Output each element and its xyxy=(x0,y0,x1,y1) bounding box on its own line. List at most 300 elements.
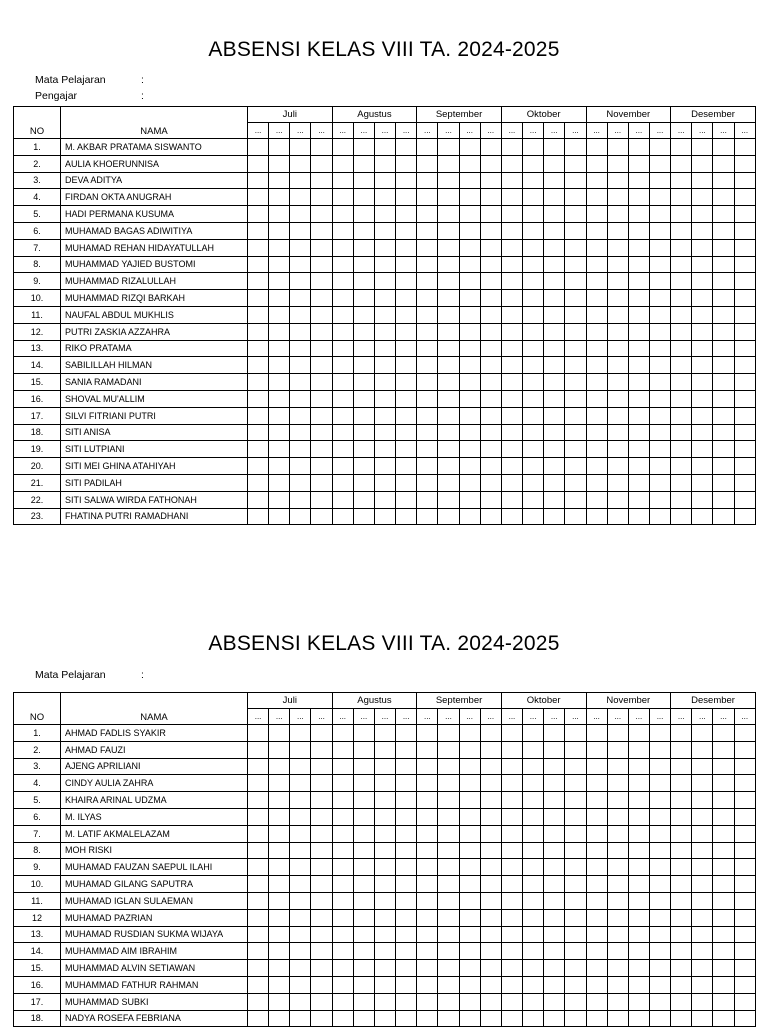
attendance-cell xyxy=(438,725,459,742)
attendance-cell xyxy=(523,1010,544,1027)
attendance-cell xyxy=(523,172,544,189)
subject-label: Mata Pelajaran xyxy=(35,74,106,86)
attendance-cell xyxy=(713,256,734,273)
student-name: AHMAD FAUZI xyxy=(61,741,248,758)
attendance-cell xyxy=(311,491,332,508)
attendance-cell xyxy=(544,239,565,256)
attendance-cell xyxy=(269,239,290,256)
attendance-cell xyxy=(332,256,353,273)
attendance-cell xyxy=(269,741,290,758)
attendance-cell xyxy=(353,323,374,340)
attendance-cell xyxy=(523,474,544,491)
attendance-cell xyxy=(523,340,544,357)
attendance-cell xyxy=(607,256,628,273)
attendance-cell xyxy=(671,407,692,424)
attendance-cell xyxy=(374,993,395,1010)
attendance-cell xyxy=(374,491,395,508)
student-name: AULIA KHOERUNNISA xyxy=(61,155,248,172)
attendance-cell xyxy=(311,741,332,758)
attendance-cell xyxy=(459,139,480,156)
attendance-cell xyxy=(396,239,417,256)
attendance-cell xyxy=(713,508,734,525)
attendance-cell xyxy=(311,155,332,172)
attendance-cell xyxy=(713,273,734,290)
attendance-cell xyxy=(734,792,755,809)
attendance-cell xyxy=(438,943,459,960)
attendance-cell xyxy=(607,357,628,374)
student-row xyxy=(14,943,756,960)
meeting-slot-mark: ... xyxy=(692,123,713,139)
attendance-cell xyxy=(628,474,649,491)
meeting-slot-mark: ... xyxy=(374,123,395,139)
attendance-cell xyxy=(459,491,480,508)
attendance-cell xyxy=(353,741,374,758)
attendance-cell xyxy=(353,357,374,374)
attendance-cell xyxy=(713,374,734,391)
attendance-cell xyxy=(501,859,522,876)
attendance-cell xyxy=(671,441,692,458)
attendance-cell xyxy=(671,491,692,508)
attendance-cell xyxy=(692,458,713,475)
attendance-cell xyxy=(353,725,374,742)
attendance-cell xyxy=(396,474,417,491)
attendance-cell xyxy=(290,323,311,340)
attendance-cell xyxy=(374,741,395,758)
attendance-cell xyxy=(544,892,565,909)
attendance-cell xyxy=(332,424,353,441)
attendance-cell xyxy=(671,1010,692,1027)
attendance-cell xyxy=(396,290,417,307)
attendance-cell xyxy=(501,926,522,943)
attendance-cell xyxy=(353,508,374,525)
attendance-cell xyxy=(501,808,522,825)
attendance-cell xyxy=(734,390,755,407)
attendance-cell xyxy=(480,491,501,508)
attendance-cell xyxy=(501,323,522,340)
attendance-cell xyxy=(671,725,692,742)
attendance-cell xyxy=(248,943,269,960)
attendance-cell xyxy=(459,290,480,307)
attendance-cell xyxy=(628,993,649,1010)
attendance-cell xyxy=(713,842,734,859)
attendance-cell xyxy=(438,306,459,323)
attendance-cell xyxy=(692,909,713,926)
attendance-cell xyxy=(290,374,311,391)
attendance-cell xyxy=(417,273,438,290)
attendance-cell xyxy=(671,290,692,307)
attendance-cell xyxy=(565,172,586,189)
student-name: MUHAMAD RUSDIAN SUKMA WIJAYA xyxy=(61,926,248,943)
attendance-cell xyxy=(248,859,269,876)
attendance-cell xyxy=(417,859,438,876)
attendance-cell xyxy=(480,1010,501,1027)
meeting-slot-mark: ... xyxy=(290,709,311,725)
attendance-cell xyxy=(396,1010,417,1027)
attendance-cell xyxy=(649,758,670,775)
attendance-cell xyxy=(290,758,311,775)
attendance-cell xyxy=(374,206,395,223)
attendance-cell xyxy=(607,290,628,307)
student-row xyxy=(14,842,756,859)
meeting-slot-mark: ... xyxy=(544,709,565,725)
attendance-cell xyxy=(734,808,755,825)
student-name: MUHAMAD PAZRIAN xyxy=(61,909,248,926)
attendance-cell xyxy=(713,808,734,825)
student-name: PUTRI ZASKIA AZZAHRA xyxy=(61,323,248,340)
attendance-cell xyxy=(374,306,395,323)
attendance-cell xyxy=(607,825,628,842)
attendance-cell xyxy=(353,458,374,475)
attendance-cell xyxy=(480,306,501,323)
attendance-cell xyxy=(734,926,755,943)
student-number: 2. xyxy=(14,155,61,172)
attendance-cell xyxy=(523,491,544,508)
attendance-cell xyxy=(671,960,692,977)
attendance-cell xyxy=(692,407,713,424)
meeting-slot-mark: ... xyxy=(417,123,438,139)
attendance-cell xyxy=(523,842,544,859)
attendance-cell xyxy=(311,775,332,792)
student-name: MUHAMAD GILANG SAPUTRA xyxy=(61,876,248,893)
student-name: MUHAMMAD YAJIED BUSTOMI xyxy=(61,256,248,273)
meeting-slot-mark: ... xyxy=(501,709,522,725)
attendance-cell xyxy=(501,206,522,223)
meeting-slot-mark: ... xyxy=(311,709,332,725)
meeting-slot-mark: ... xyxy=(523,709,544,725)
attendance-cell xyxy=(586,775,607,792)
attendance-cell xyxy=(734,775,755,792)
meeting-slot-mark: ... xyxy=(649,123,670,139)
attendance-cell xyxy=(544,458,565,475)
attendance-cell xyxy=(607,441,628,458)
attendance-cell xyxy=(248,256,269,273)
attendance-cell xyxy=(649,424,670,441)
attendance-cell xyxy=(607,407,628,424)
attendance-cell xyxy=(607,491,628,508)
attendance-cell xyxy=(671,340,692,357)
attendance-cell xyxy=(248,474,269,491)
attendance-cell xyxy=(480,189,501,206)
attendance-cell xyxy=(248,775,269,792)
attendance-cell xyxy=(671,926,692,943)
attendance-cell xyxy=(353,407,374,424)
attendance-cell xyxy=(311,758,332,775)
attendance-cell xyxy=(734,876,755,893)
student-name: MUHAMMAD ALVIN SETIAWAN xyxy=(61,960,248,977)
attendance-cell xyxy=(565,508,586,525)
attendance-cell xyxy=(671,374,692,391)
attendance-cell xyxy=(649,808,670,825)
attendance-cell xyxy=(523,859,544,876)
attendance-cell xyxy=(734,290,755,307)
attendance-cell xyxy=(311,323,332,340)
attendance-cell xyxy=(565,424,586,441)
attendance-cell xyxy=(501,1010,522,1027)
attendance-cell xyxy=(332,189,353,206)
attendance-cell xyxy=(734,306,755,323)
attendance-cell xyxy=(671,390,692,407)
student-row xyxy=(14,825,756,842)
attendance-cell xyxy=(417,792,438,809)
attendance-cell xyxy=(269,1010,290,1027)
attendance-cell xyxy=(565,474,586,491)
attendance-cell xyxy=(628,189,649,206)
month-header: Oktober xyxy=(501,107,586,123)
attendance-cell xyxy=(607,239,628,256)
attendance-cell xyxy=(374,725,395,742)
attendance-cell xyxy=(269,993,290,1010)
meeting-slot-mark: ... xyxy=(332,709,353,725)
attendance-cell xyxy=(544,725,565,742)
attendance-cell xyxy=(544,340,565,357)
attendance-cell xyxy=(607,808,628,825)
attendance-cell xyxy=(332,508,353,525)
attendance-cell xyxy=(649,306,670,323)
attendance-cell xyxy=(332,725,353,742)
attendance-cell xyxy=(269,222,290,239)
attendance-cell xyxy=(332,323,353,340)
attendance-cell xyxy=(692,993,713,1010)
attendance-cell xyxy=(459,172,480,189)
student-name: MUHAMAD FAUZAN SAEPUL ILAHI xyxy=(61,859,248,876)
attendance-cell xyxy=(734,976,755,993)
student-row xyxy=(14,139,756,156)
attendance-cell xyxy=(353,374,374,391)
attendance-cell xyxy=(628,741,649,758)
attendance-cell xyxy=(290,508,311,525)
attendance-cell xyxy=(565,189,586,206)
student-name: MUHAMMAD AIM IBRAHIM xyxy=(61,943,248,960)
attendance-cell xyxy=(459,758,480,775)
attendance-cell xyxy=(332,943,353,960)
attendance-cell xyxy=(734,206,755,223)
attendance-cell xyxy=(586,206,607,223)
attendance-cell xyxy=(607,960,628,977)
attendance-cell xyxy=(586,993,607,1010)
student-number: 4. xyxy=(14,189,61,206)
student-number: 1. xyxy=(14,139,61,156)
attendance-cell xyxy=(248,290,269,307)
attendance-cell xyxy=(311,892,332,909)
attendance-cell xyxy=(713,424,734,441)
student-name: NAUFAL ABDUL MUKHLIS xyxy=(61,306,248,323)
attendance-cell xyxy=(523,323,544,340)
attendance-cell xyxy=(692,741,713,758)
attendance-cell xyxy=(311,474,332,491)
attendance-cell xyxy=(417,808,438,825)
attendance-cell xyxy=(649,943,670,960)
student-number: 13. xyxy=(14,340,61,357)
attendance-cell xyxy=(269,792,290,809)
attendance-cell xyxy=(480,458,501,475)
meeting-slot-mark: ... xyxy=(417,709,438,725)
month-header: September xyxy=(417,107,502,123)
attendance-cell xyxy=(417,725,438,742)
attendance-cell xyxy=(565,374,586,391)
student-number: 11. xyxy=(14,892,61,909)
attendance-cell xyxy=(671,424,692,441)
attendance-cell xyxy=(332,306,353,323)
attendance-cell xyxy=(649,222,670,239)
attendance-cell xyxy=(692,842,713,859)
attendance-cell xyxy=(586,222,607,239)
attendance-cell xyxy=(417,256,438,273)
student-name: MUHAMAD BAGAS ADIWITIYA xyxy=(61,222,248,239)
attendance-cell xyxy=(649,508,670,525)
attendance-cell xyxy=(459,155,480,172)
attendance-cell xyxy=(692,256,713,273)
attendance-cell xyxy=(523,458,544,475)
attendance-cell xyxy=(248,792,269,809)
student-row xyxy=(14,474,756,491)
attendance-cell xyxy=(586,508,607,525)
attendance-cell xyxy=(713,725,734,742)
attendance-cell xyxy=(311,725,332,742)
attendance-cell xyxy=(586,892,607,909)
attendance-cell xyxy=(438,340,459,357)
attendance-cell xyxy=(269,976,290,993)
attendance-cell xyxy=(628,139,649,156)
attendance-cell xyxy=(332,758,353,775)
attendance-cell xyxy=(586,189,607,206)
attendance-cell xyxy=(353,960,374,977)
subject-line xyxy=(35,669,144,681)
meeting-slot-mark: ... xyxy=(353,709,374,725)
attendance-cell xyxy=(607,725,628,742)
meeting-slot-mark: ... xyxy=(523,123,544,139)
attendance-cell xyxy=(248,441,269,458)
attendance-cell xyxy=(248,155,269,172)
attendance-cell xyxy=(417,239,438,256)
attendance-cell xyxy=(417,943,438,960)
attendance-cell xyxy=(544,172,565,189)
attendance-cell xyxy=(290,273,311,290)
student-number: 5. xyxy=(14,792,61,809)
attendance-cell xyxy=(734,357,755,374)
attendance-cell xyxy=(311,976,332,993)
name-header: NAMA xyxy=(61,107,248,139)
attendance-cell xyxy=(396,222,417,239)
attendance-cell xyxy=(523,290,544,307)
attendance-cell xyxy=(713,491,734,508)
student-row xyxy=(14,407,756,424)
attendance-cell xyxy=(713,909,734,926)
attendance-cell xyxy=(353,876,374,893)
attendance-cell xyxy=(501,725,522,742)
attendance-cell xyxy=(501,139,522,156)
no-header: NO xyxy=(14,107,61,139)
attendance-cell xyxy=(248,976,269,993)
attendance-cell xyxy=(501,892,522,909)
student-name: HADI PERMANA KUSUMA xyxy=(61,206,248,223)
attendance-cell xyxy=(374,390,395,407)
attendance-cell xyxy=(248,758,269,775)
student-name: MUHAMAD REHAN HIDAYATULLAH xyxy=(61,239,248,256)
attendance-cell xyxy=(607,976,628,993)
attendance-cell xyxy=(332,357,353,374)
meeting-slot-mark: ... xyxy=(353,123,374,139)
attendance-cell xyxy=(290,993,311,1010)
attendance-cell xyxy=(480,508,501,525)
attendance-cell xyxy=(628,290,649,307)
attendance-cell xyxy=(649,741,670,758)
student-row xyxy=(14,256,756,273)
attendance-cell xyxy=(692,206,713,223)
attendance-cell xyxy=(692,139,713,156)
attendance-cell xyxy=(269,508,290,525)
attendance-cell xyxy=(269,155,290,172)
attendance-cell xyxy=(628,172,649,189)
attendance-cell xyxy=(480,172,501,189)
attendance-cell xyxy=(374,758,395,775)
attendance-cell xyxy=(459,441,480,458)
attendance-cell xyxy=(353,441,374,458)
student-name: FHATINA PUTRI RAMADHANI xyxy=(61,508,248,525)
student-number: 5. xyxy=(14,206,61,223)
attendance-cell xyxy=(269,725,290,742)
attendance-cell xyxy=(248,842,269,859)
meeting-slot-mark: ... xyxy=(628,709,649,725)
attendance-cell xyxy=(692,926,713,943)
attendance-cell xyxy=(396,172,417,189)
attendance-cell xyxy=(649,357,670,374)
attendance-cell xyxy=(734,323,755,340)
attendance-cell xyxy=(332,407,353,424)
attendance-cell xyxy=(671,306,692,323)
attendance-cell xyxy=(311,290,332,307)
attendance-cell xyxy=(248,741,269,758)
attendance-cell xyxy=(374,458,395,475)
attendance-cell xyxy=(438,758,459,775)
attendance-cell xyxy=(311,390,332,407)
attendance-cell xyxy=(607,374,628,391)
student-name: MOH RISKI xyxy=(61,842,248,859)
attendance-cell xyxy=(501,172,522,189)
attendance-cell xyxy=(438,976,459,993)
meeting-slot-mark: ... xyxy=(311,123,332,139)
attendance-cell xyxy=(311,239,332,256)
attendance-cell xyxy=(438,222,459,239)
attendance-cell xyxy=(438,508,459,525)
attendance-cell xyxy=(269,909,290,926)
attendance-cell xyxy=(713,290,734,307)
attendance-cell xyxy=(523,222,544,239)
attendance-cell xyxy=(311,273,332,290)
attendance-cell xyxy=(396,374,417,391)
attendance-cell xyxy=(480,909,501,926)
attendance-cell xyxy=(332,139,353,156)
attendance-cell xyxy=(586,758,607,775)
attendance-cell xyxy=(671,842,692,859)
attendance-cell xyxy=(396,926,417,943)
attendance-cell xyxy=(628,976,649,993)
attendance-cell xyxy=(248,960,269,977)
attendance-cell xyxy=(628,239,649,256)
attendance-cell xyxy=(607,792,628,809)
attendance-cell xyxy=(713,792,734,809)
attendance-cell xyxy=(501,993,522,1010)
attendance-cell xyxy=(459,508,480,525)
attendance-cell xyxy=(565,892,586,909)
attendance-cell xyxy=(248,491,269,508)
attendance-cell xyxy=(501,390,522,407)
attendance-cell xyxy=(332,374,353,391)
attendance-cell xyxy=(396,407,417,424)
attendance-cell xyxy=(290,909,311,926)
attendance-cell xyxy=(607,306,628,323)
attendance-cell xyxy=(269,357,290,374)
attendance-cell xyxy=(544,390,565,407)
